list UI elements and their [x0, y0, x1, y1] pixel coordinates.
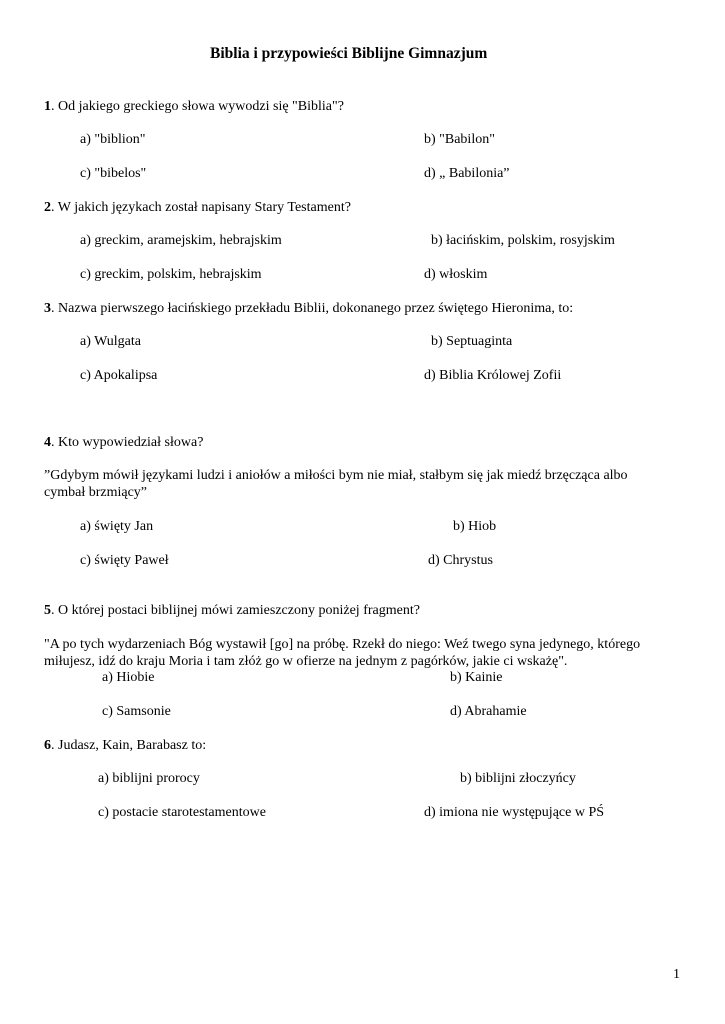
question-2-answer-c: c) greckim, polskim, hebrajskim — [80, 267, 262, 282]
question-4-sep: . — [51, 435, 55, 450]
question-6-answer-b: b) biblijni złoczyńcy — [460, 771, 576, 786]
question-3-answer-c: c) Apokalipsa — [80, 368, 158, 383]
question-6-number: 6 — [44, 738, 51, 753]
question-1-answer-a: a) "biblion" — [80, 132, 146, 147]
question-6-sep: . — [51, 738, 55, 753]
question-1-text: Od jakiego greckiego słowa wywodzi się "Biblia"? — [54, 99, 344, 114]
question-1-answer-b: b) "Babilon" — [424, 132, 495, 147]
question-5-number: 5 — [44, 603, 51, 618]
question-3-answer-d: d) Biblia Królowej Zofii — [424, 368, 562, 383]
question-2-answer-d: d) włoskim — [424, 267, 488, 282]
question-3 — [44, 300, 573, 317]
question-6-answer-c: c) postacie starotestamentowe — [98, 805, 266, 820]
question-1-sep: . — [51, 99, 55, 114]
question-3-text: Nazwa pierwszego łacińskiego przekładu Biblii, dokonanego przez świętego Hieronima, to: — [54, 301, 574, 316]
question-2 — [44, 199, 351, 216]
question-6 — [44, 737, 206, 754]
question-1-answer-c: c) "bibelos" — [80, 166, 147, 181]
question-4-number: 4 — [44, 435, 51, 450]
question-5-answer-b: b) Kainie — [450, 670, 503, 685]
question-3-answer-b: b) Septuaginta — [431, 334, 513, 349]
question-5-answer-a: a) Hiobie — [102, 670, 155, 685]
question-5-quote: "A po tych wydarzeniach Bóg wystawił [go] na próbę. Rzekł do niego: Weź twego syna jedynego, którego miłujesz, idź do kraju Moria i tam złóż go w ofierze na jednym z pagórków, jakie ci wskażę". — [44, 637, 641, 669]
question-5-answer-d: d) Abrahamie — [450, 704, 527, 719]
question-1 — [44, 98, 344, 115]
question-5-answer-c: c) Samsonie — [102, 704, 171, 719]
question-6-text: Judasz, Kain, Barabasz to: — [54, 738, 207, 753]
page-title: Biblia i przypowieści Biblijne Gimnazjum — [210, 45, 488, 62]
question-5-sep: . — [51, 603, 55, 618]
question-4-answer-d: d) Chrystus — [428, 553, 493, 568]
question-3-sep: . — [51, 301, 55, 316]
question-2-answer-b: b) łacińskim, polskim, rosyjskim — [431, 233, 615, 248]
question-4-answer-b: b) Hiob — [453, 519, 497, 534]
question-5-text: O której postaci biblijnej mówi zamieszczony poniżej fragment? — [54, 603, 420, 618]
page-number: 1 — [673, 967, 680, 982]
question-4-text: Kto wypowiedział słowa? — [54, 435, 204, 450]
question-1-answer-d: d) „ Babilonia” — [424, 166, 510, 181]
question-3-answer-a: a) Wulgata — [80, 334, 141, 349]
question-2-answer-a: a) greckim, aramejskim, hebrajskim — [80, 233, 282, 248]
question-6-answer-d: d) imiona nie występujące w PŚ — [424, 805, 605, 820]
question-2-sep: . — [51, 200, 55, 215]
question-5 — [44, 602, 420, 619]
question-1-number: 1 — [44, 99, 51, 114]
question-2-number: 2 — [44, 200, 51, 215]
question-4-quote: ”Gdybym mówił językami ludzi i aniołów a miłości bym nie miał, stałbym się jak miedź brzęcząca albo cymbał brzmiący” — [44, 468, 628, 500]
question-6-answer-a: a) biblijni prorocy — [98, 771, 200, 786]
question-4-answer-a: a) święty Jan — [80, 519, 154, 534]
question-4 — [44, 434, 203, 451]
question-3-number: 3 — [44, 301, 51, 316]
question-4-answer-c: c) święty Paweł — [80, 553, 169, 568]
question-2-text: W jakich językach został napisany Stary Testament? — [54, 200, 351, 215]
